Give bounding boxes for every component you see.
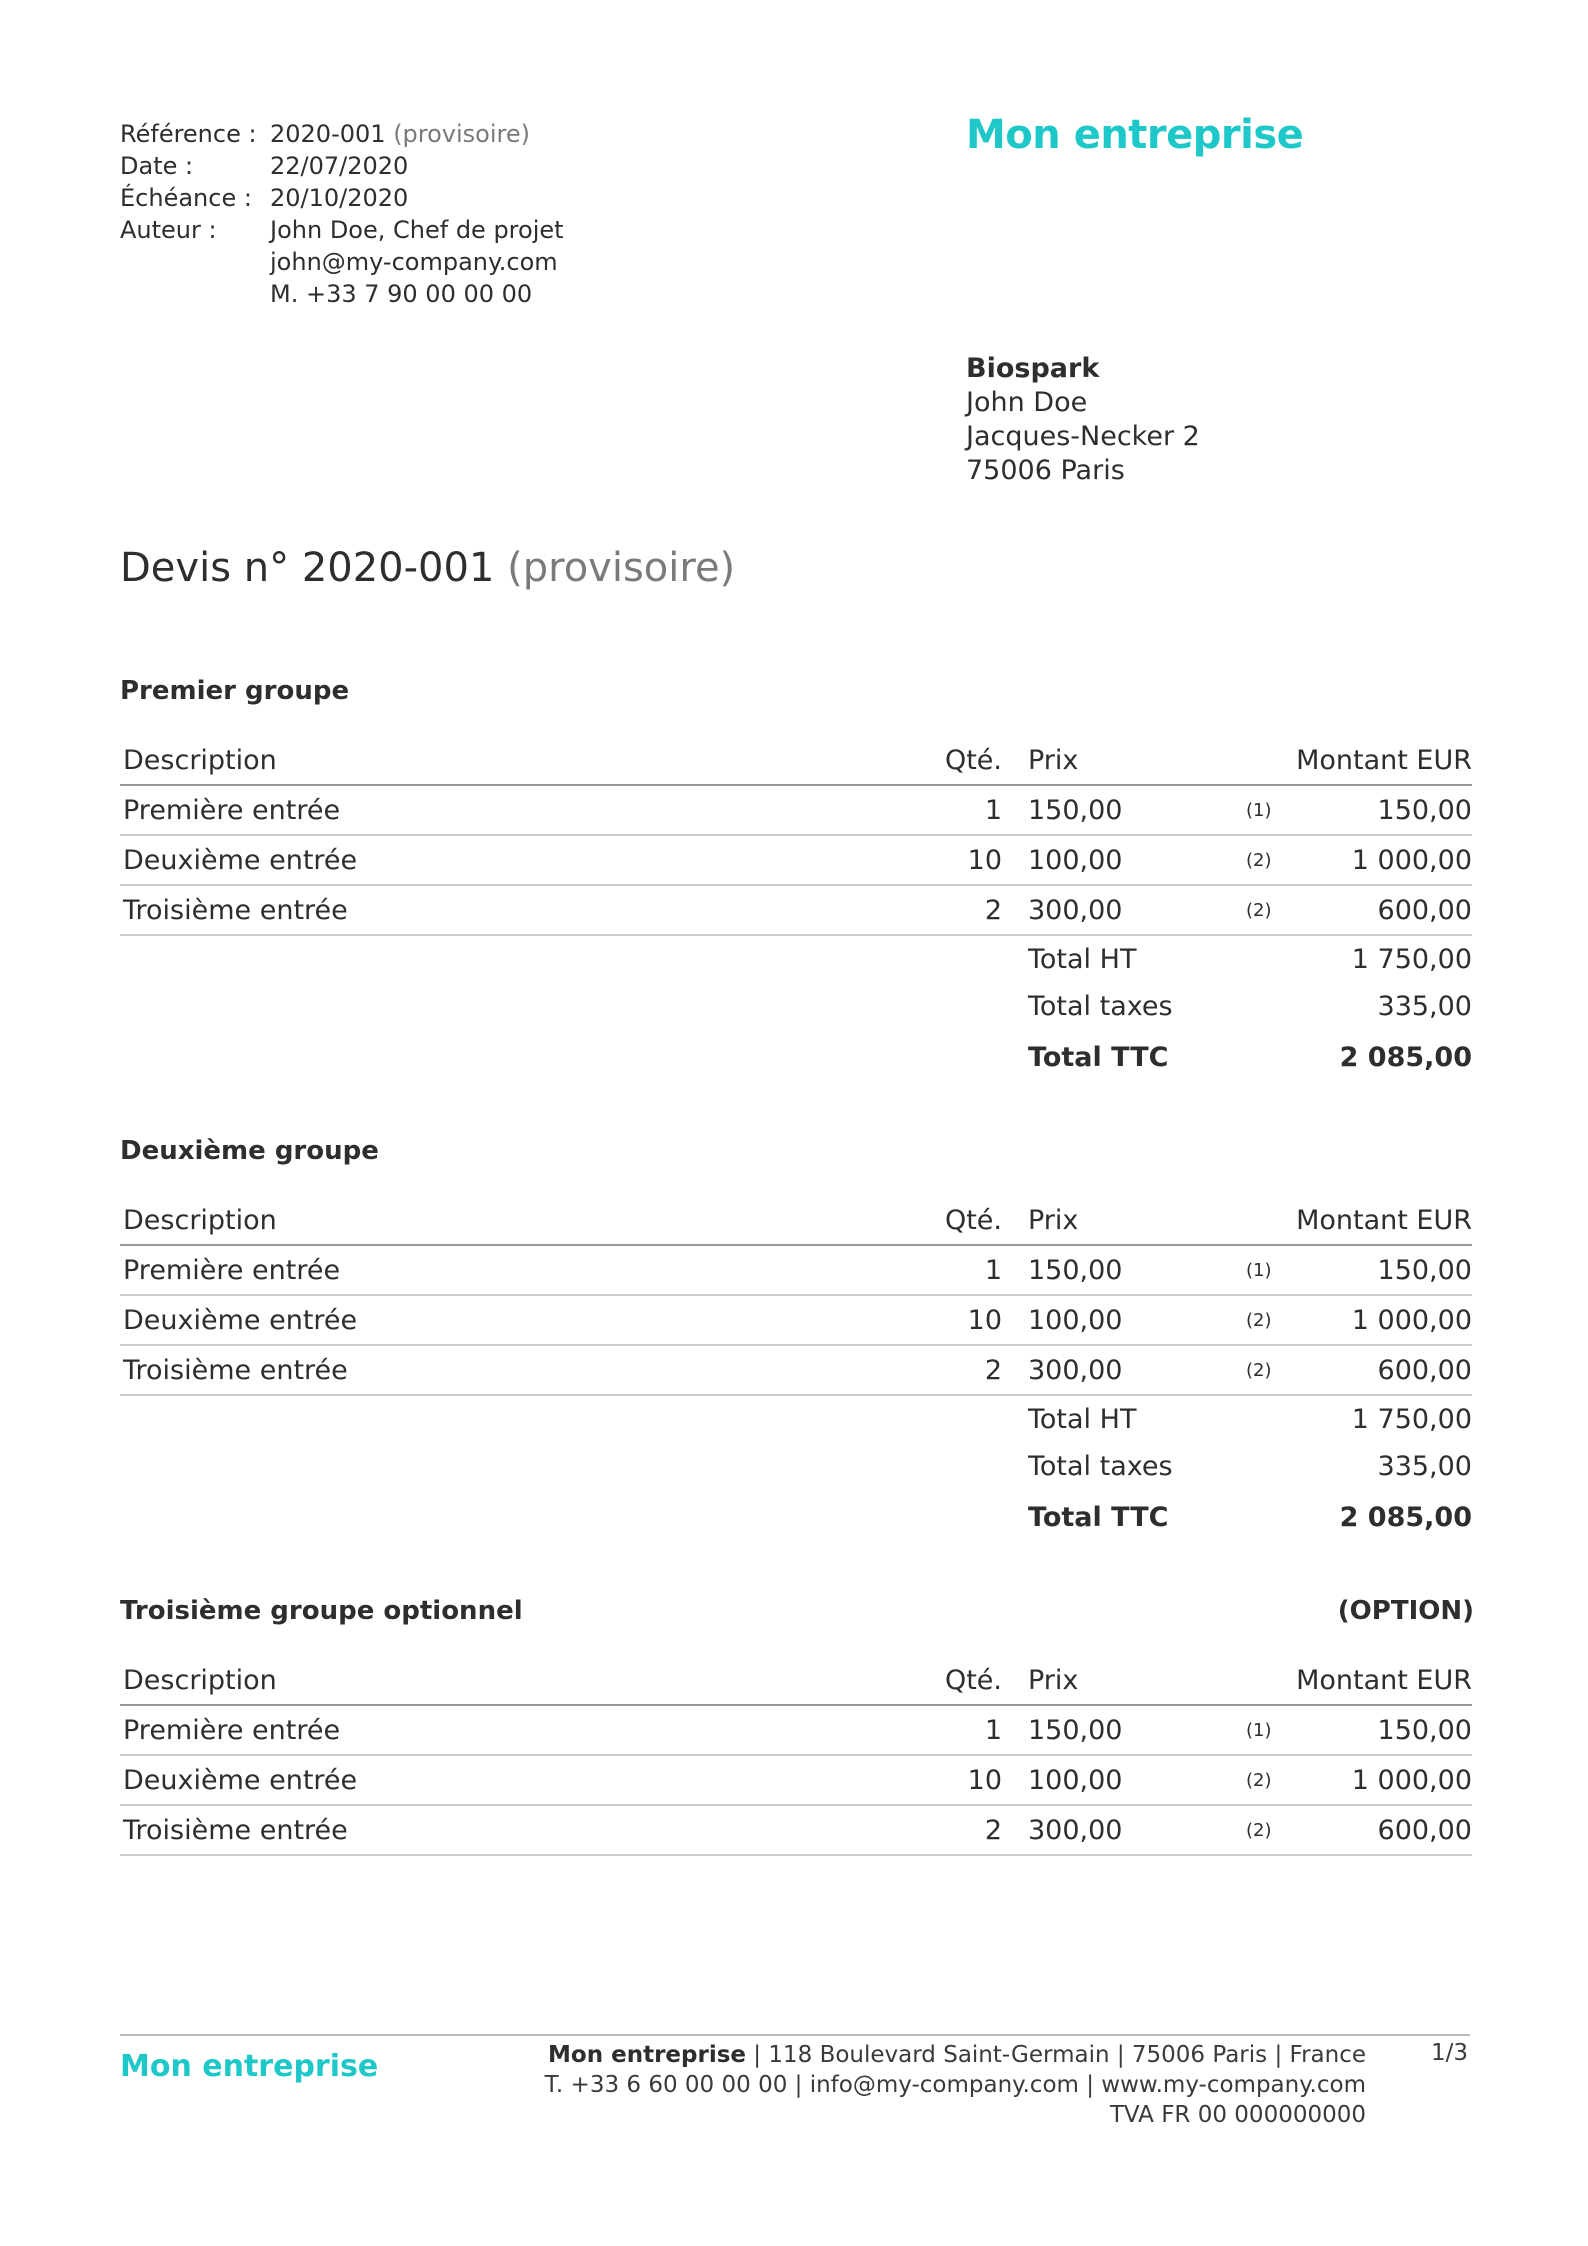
row-amount: 1 000,00	[1351, 1305, 1472, 1336]
items-table	[120, 736, 1472, 936]
row-price: 150,00	[1028, 1715, 1123, 1746]
due-label: Échéance :	[120, 184, 252, 212]
client-city: 75006 Paris	[966, 455, 1125, 486]
footer-address-line	[545, 2040, 1366, 2070]
client-street: Jacques-Necker 2	[966, 421, 1200, 452]
header-price: Prix	[1028, 745, 1079, 776]
header-amount: Montant EUR	[1296, 1665, 1472, 1696]
group-title-text: Troisième groupe optionnel	[120, 1596, 523, 1626]
table-row	[120, 1756, 1472, 1806]
header-description: Description	[123, 1665, 277, 1696]
header-amount: Montant EUR	[1296, 745, 1472, 776]
total-ht-value: 1 750,00	[1351, 1404, 1472, 1435]
row-qty: 1	[984, 1715, 1002, 1746]
row-price: 100,00	[1028, 1305, 1123, 1336]
row-tax-ref: (1)	[1246, 1260, 1272, 1281]
table-row	[120, 886, 1472, 936]
client-company: Biospark	[966, 353, 1100, 384]
total-ht-label: Total HT	[1028, 944, 1137, 975]
row-description: Deuxième entrée	[123, 1305, 358, 1336]
row-tax-ref: (2)	[1246, 1360, 1272, 1381]
title-status: (provisoire)	[507, 545, 736, 591]
row-price: 100,00	[1028, 845, 1123, 876]
row-price: 300,00	[1028, 1815, 1123, 1846]
row-tax-ref: (2)	[1246, 850, 1272, 871]
row-amount: 150,00	[1377, 795, 1472, 826]
row-amount: 150,00	[1377, 1255, 1472, 1286]
table-row	[120, 1346, 1472, 1396]
row-price: 150,00	[1028, 795, 1123, 826]
row-description: Deuxième entrée	[123, 1765, 358, 1796]
row-description: Première entrée	[123, 795, 341, 826]
total-taxes-label: Total taxes	[1028, 991, 1173, 1022]
row-tax-ref: (1)	[1246, 800, 1272, 821]
document-title	[120, 545, 735, 591]
group-3	[120, 1596, 1474, 1856]
author-label: Auteur :	[120, 216, 217, 244]
row-qty: 10	[967, 845, 1002, 876]
row-amount: 600,00	[1377, 1815, 1472, 1846]
table-row	[120, 1296, 1472, 1346]
header-amount: Montant EUR	[1296, 1205, 1472, 1236]
row-qty: 1	[984, 1255, 1002, 1286]
row-amount: 1 000,00	[1351, 1765, 1472, 1796]
row-tax-ref: (2)	[1246, 1310, 1272, 1331]
table-row	[120, 1246, 1472, 1296]
header-description: Description	[123, 1205, 277, 1236]
total-taxes-value: 335,00	[1377, 991, 1472, 1022]
group-2	[120, 1136, 1470, 1546]
total-ht-label: Total HT	[1028, 1404, 1137, 1435]
row-qty: 10	[967, 1765, 1002, 1796]
row-amount: 1 000,00	[1351, 845, 1472, 876]
total-taxes	[120, 983, 1472, 1030]
header-description: Description	[123, 745, 277, 776]
table-row	[120, 1706, 1472, 1756]
footer-company: Mon entreprise	[548, 2042, 746, 2068]
footer-contact: T. +33 6 60 00 00 00 | info@my-company.com | www.my-company.com	[544, 2072, 1366, 2098]
meta-due	[120, 182, 564, 214]
group-totals	[120, 1396, 1472, 1546]
meta-reference	[120, 118, 564, 150]
header-qty: Qté.	[944, 1665, 1002, 1696]
total-ht	[120, 1396, 1472, 1443]
total-taxes-value: 335,00	[1377, 1451, 1472, 1482]
row-description: Troisième entrée	[123, 895, 348, 926]
footer-info	[545, 2040, 1366, 2130]
author-phone: M. +33 7 90 00 00 00	[270, 280, 533, 308]
items-table	[120, 1196, 1472, 1396]
author-email: john@my-company.com	[270, 248, 558, 276]
row-tax-ref: (2)	[1246, 1820, 1272, 1841]
total-ttc	[120, 1030, 1472, 1086]
footer-brand: Mon entreprise	[120, 2049, 379, 2084]
row-price: 100,00	[1028, 1765, 1123, 1796]
due-value: 20/10/2020	[270, 184, 409, 212]
group-title	[120, 676, 1470, 716]
row-qty: 2	[984, 1355, 1002, 1386]
table-row	[120, 786, 1472, 836]
row-qty: 10	[967, 1305, 1002, 1336]
header-price: Prix	[1028, 1665, 1079, 1696]
row-price: 300,00	[1028, 1355, 1123, 1386]
total-taxes-label: Total taxes	[1028, 1451, 1173, 1482]
group-title	[120, 1596, 1474, 1636]
row-tax-ref: (2)	[1246, 1770, 1272, 1791]
row-description: Deuxième entrée	[123, 845, 358, 876]
company-brand: Mon entreprise	[966, 112, 1304, 158]
items-table	[120, 1656, 1472, 1856]
group-option-badge: (OPTION)	[1337, 1596, 1474, 1626]
total-ttc-label: Total TTC	[1028, 1042, 1169, 1073]
document-meta	[120, 118, 564, 310]
row-price: 300,00	[1028, 895, 1123, 926]
row-amount: 600,00	[1377, 1355, 1472, 1386]
author-name: John Doe, Chef de projet	[270, 216, 564, 244]
group-1	[120, 676, 1470, 1086]
group-title-text: Premier groupe	[120, 676, 350, 706]
table-header	[120, 736, 1472, 786]
row-amount: 150,00	[1377, 1715, 1472, 1746]
footer-address: | 118 Boulevard Saint-Germain | 75006 Paris | France	[746, 2042, 1366, 2068]
row-description: Première entrée	[123, 1715, 341, 1746]
footer-vat: TVA FR 00 000000000	[1109, 2102, 1366, 2128]
title-main: Devis n° 2020-001	[120, 545, 495, 591]
date-value: 22/07/2020	[270, 152, 409, 180]
row-description: Troisième entrée	[123, 1355, 348, 1386]
header-price: Prix	[1028, 1205, 1079, 1236]
table-row	[120, 836, 1472, 886]
total-ttc-label: Total TTC	[1028, 1502, 1169, 1533]
group-title	[120, 1136, 1470, 1176]
total-taxes	[120, 1443, 1472, 1490]
reference-value: 2020-001	[270, 120, 386, 148]
total-ht-value: 1 750,00	[1351, 944, 1472, 975]
footer-divider	[120, 2034, 1470, 2036]
reference-label: Référence :	[120, 120, 257, 148]
row-tax-ref: (2)	[1246, 900, 1272, 921]
total-ttc	[120, 1490, 1472, 1546]
total-ttc-value: 2 085,00	[1339, 1502, 1472, 1533]
row-description: Première entrée	[123, 1255, 341, 1286]
page-number: 1/3	[1430, 2040, 1468, 2066]
row-tax-ref: (1)	[1246, 1720, 1272, 1741]
table-header	[120, 1196, 1472, 1246]
row-amount: 600,00	[1377, 895, 1472, 926]
group-totals	[120, 936, 1472, 1086]
date-label: Date :	[120, 152, 194, 180]
reference-status: (provisoire)	[393, 120, 531, 148]
row-price: 150,00	[1028, 1255, 1123, 1286]
total-ht	[120, 936, 1472, 983]
row-qty: 1	[984, 795, 1002, 826]
total-ttc-value: 2 085,00	[1339, 1042, 1472, 1073]
row-description: Troisième entrée	[123, 1815, 348, 1846]
client-address	[966, 352, 1200, 488]
row-qty: 2	[984, 895, 1002, 926]
meta-date	[120, 150, 564, 182]
table-row	[120, 1806, 1472, 1856]
row-qty: 2	[984, 1815, 1002, 1846]
group-title-text: Deuxième groupe	[120, 1136, 379, 1166]
table-header	[120, 1656, 1472, 1706]
header-qty: Qté.	[944, 745, 1002, 776]
client-contact: John Doe	[966, 387, 1088, 418]
header-qty: Qté.	[944, 1205, 1002, 1236]
meta-author	[120, 214, 564, 310]
